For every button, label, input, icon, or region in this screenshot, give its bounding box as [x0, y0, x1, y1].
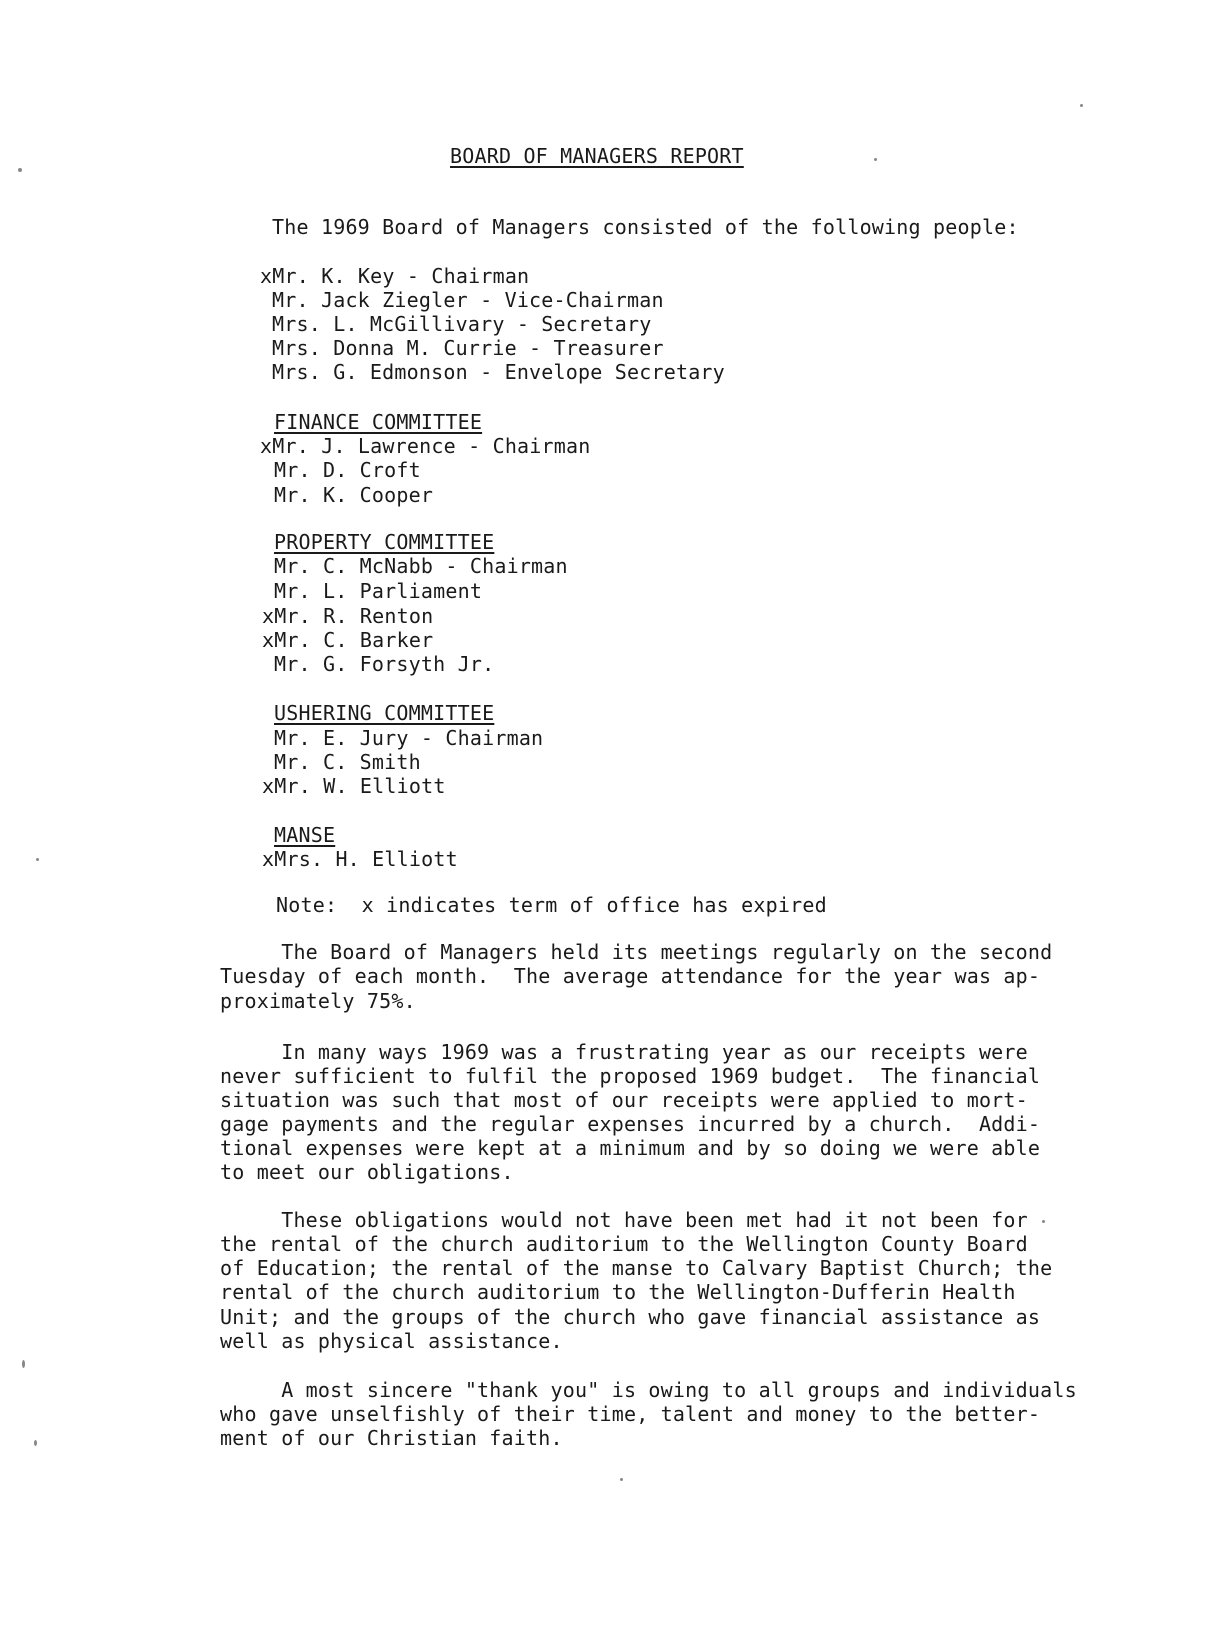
paragraph-line: Unit; and the groups of the church who gave financial assistance as — [220, 1305, 1041, 1329]
paragraph-line: rental of the church auditorium to the Wellington-Dufferin Health — [220, 1280, 1016, 1304]
finance-member: xMr. J. Lawrence - Chairman — [260, 434, 591, 458]
property-member: xMr. C. Barker — [262, 628, 434, 652]
paragraph-line: In many ways 1969 was a frustrating year as our receipts were — [220, 1040, 1028, 1064]
manse-member: xMrs. H. Elliott — [262, 847, 458, 871]
paragraph-line: ment of our Christian faith. — [220, 1426, 563, 1450]
ushering-member: Mr. C. Smith — [274, 750, 421, 774]
board-member: Mrs. Donna M. Currie - Treasurer — [272, 336, 664, 360]
board-member: Mrs. L. McGillivary - Secretary — [272, 312, 652, 336]
finance-member: Mr. D. Croft — [274, 458, 421, 482]
paragraph-line: of Education; the rental of the manse to Calvary Baptist Church; the — [220, 1256, 1053, 1280]
paragraph-line: The Board of Managers held its meetings regularly on the second — [220, 940, 1053, 964]
paragraph-line: gage payments and the regular expenses incurred by a church. Addi- — [220, 1112, 1041, 1136]
paragraph-line: proximately 75%. — [220, 989, 416, 1013]
board-member: xMr. K. Key - Chairman — [260, 264, 530, 288]
paragraph-line: Tuesday of each month. The average attendance for the year was ap- — [220, 964, 1041, 988]
property-member: Mr. L. Parliament — [274, 579, 483, 603]
paragraph-line: situation was such that most of our receipts were applied to mort- — [220, 1088, 1028, 1112]
page-title: BOARD OF MANAGERS REPORT — [450, 144, 744, 168]
board-member: Mrs. G. Edmonson - Envelope Secretary — [272, 360, 725, 384]
paragraph-line: well as physical assistance. — [220, 1329, 563, 1353]
scan-speck — [22, 1360, 25, 1368]
property-member: Mr. G. Forsyth Jr. — [274, 652, 495, 676]
paragraph-line: to meet our obligations. — [220, 1160, 514, 1184]
finance-heading: FINANCE COMMITTEE — [274, 410, 483, 434]
note-line: Note: x indicates term of office has expired — [276, 893, 827, 917]
finance-member: Mr. K. Cooper — [274, 483, 434, 507]
ushering-heading: USHERING COMMITTEE — [274, 701, 495, 725]
ushering-member: Mr. E. Jury - Chairman — [274, 726, 544, 750]
scan-speck — [36, 858, 39, 861]
scan-speck — [1080, 104, 1083, 107]
paragraph-line: These obligations would not have been met had it not been for — [220, 1208, 1028, 1232]
paragraph-line: who gave unselfishly of their time, talent and money to the better- — [220, 1402, 1041, 1426]
property-member: xMr. R. Renton — [262, 604, 434, 628]
paragraph-line: tional expenses were kept at a minimum and by so doing we were able — [220, 1136, 1041, 1160]
scan-speck — [1042, 1220, 1045, 1223]
scan-speck — [874, 158, 877, 161]
manse-heading: MANSE — [274, 823, 336, 847]
scan-speck — [620, 1478, 623, 1481]
paragraph-line: never sufficient to fulfil the proposed 1969 budget. The financial — [220, 1064, 1041, 1088]
board-member: Mr. Jack Ziegler - Vice-Chairman — [272, 288, 664, 312]
paragraph-line: A most sincere "thank you" is owing to all groups and individuals — [220, 1378, 1077, 1402]
ushering-member: xMr. W. Elliott — [262, 774, 446, 798]
property-heading: PROPERTY COMMITTEE — [274, 530, 495, 554]
property-member: Mr. C. McNabb - Chairman — [274, 554, 568, 578]
scan-speck — [18, 168, 22, 172]
intro-line: The 1969 Board of Managers consisted of the following people: — [272, 215, 1019, 239]
scan-speck — [34, 1440, 37, 1446]
paragraph-line: the rental of the church auditorium to the Wellington County Board — [220, 1232, 1028, 1256]
